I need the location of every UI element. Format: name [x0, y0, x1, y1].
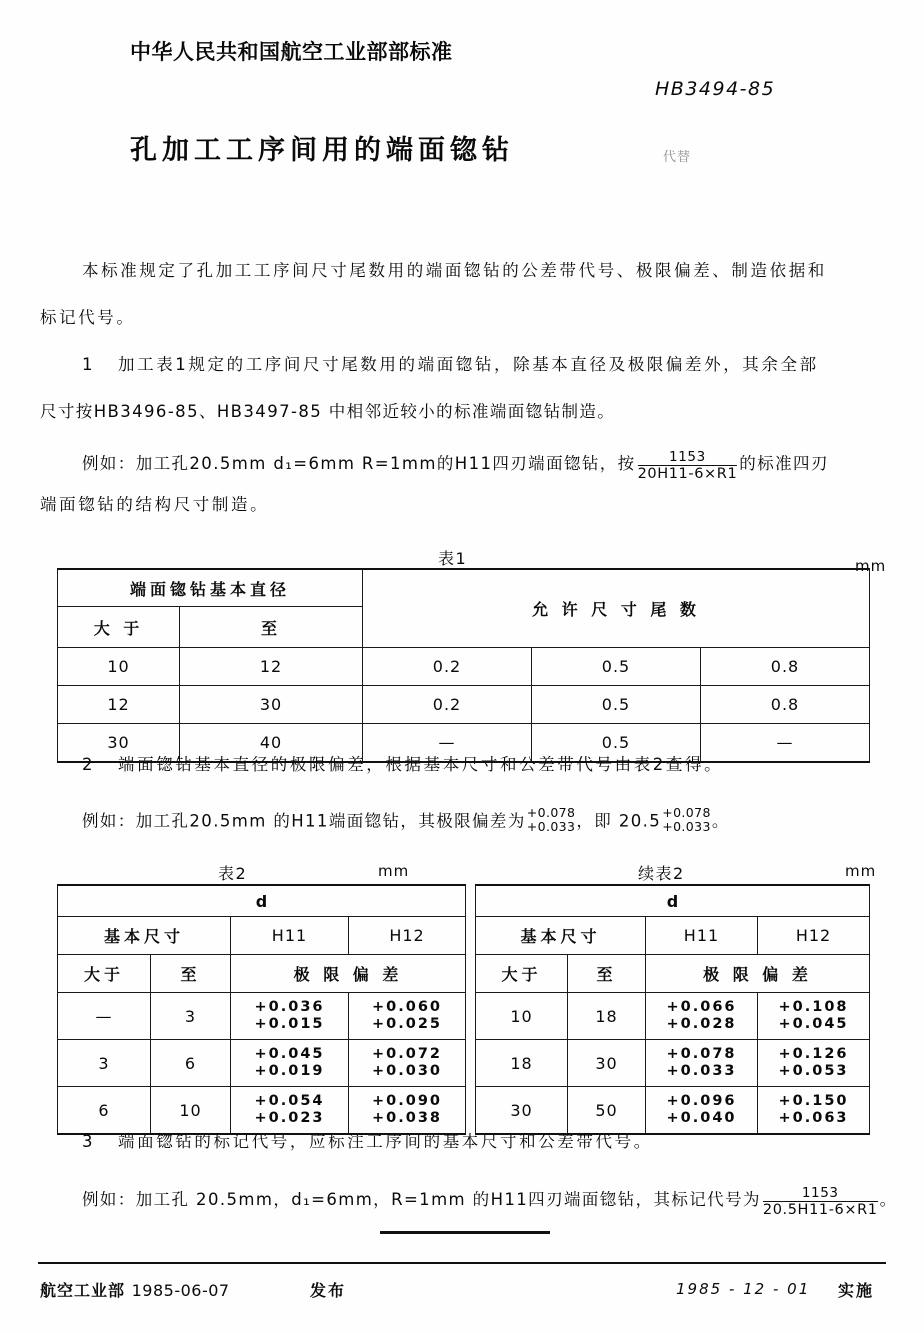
table-2-left-r1-h12-upper: +0.072	[372, 1046, 443, 1063]
clause-1-line-1: 加工表1规定的工序间尺寸尾数用的端面锪钻，除基本直径及极限偏差外，其余全部	[118, 355, 819, 374]
table-1-r1-v3: 0.8	[701, 686, 870, 724]
table-2-left-r0-h12-upper: +0.060	[372, 999, 443, 1016]
table-1-r0-up-to: 12	[180, 648, 363, 686]
clause-1-fraction-denominator: 20H11-6×R1	[637, 466, 738, 483]
table-2-right-r1-up-to: 30	[568, 1040, 646, 1087]
table-2-left-symbol-row	[58, 885, 466, 917]
table-2-right-tol-h12: H12	[758, 917, 870, 955]
table-1-col-up-to: 至	[180, 607, 363, 648]
replaces-label: 代替	[663, 150, 692, 165]
table-2-left-r2-h11-lower: +0.023	[254, 1110, 325, 1126]
table-1-allowed-header: 允 许 尺 寸 尾 数	[363, 569, 870, 648]
table-2-right-r0-h11	[646, 993, 758, 1040]
table-1-r2-v3: —	[701, 724, 870, 763]
clause-1-number: 1	[82, 355, 94, 374]
table-2-left-unit: mm	[378, 862, 410, 880]
footer-issue-date: 1985-06-07	[131, 1281, 230, 1300]
table-2-right-r0-h12-lower: +0.045	[778, 1016, 849, 1032]
table-1-r1-v2: 0.5	[532, 686, 701, 724]
table-2-left-r1-h12	[349, 1040, 466, 1087]
clause-2-example-suffix: 。	[711, 811, 730, 831]
clause-3-number: 3	[82, 1132, 94, 1151]
footer-issuer: 航空工业部	[40, 1281, 126, 1300]
table-1-r1-greater-than: 12	[58, 686, 180, 724]
table-2-left-header-row-2	[58, 955, 466, 993]
document-title: 孔加工工序间用的端面锪钻	[130, 135, 514, 166]
table-2-left-tol-h11: H11	[231, 917, 349, 955]
clause-3-fraction-numerator: 1153	[763, 1186, 878, 1202]
table-2-right-r1-greater-than: 18	[476, 1040, 568, 1087]
table-2-left-r1-greater-than: 3	[58, 1040, 151, 1087]
table-2-left-r0-up-to: 3	[151, 993, 231, 1040]
table-2-left-r2-h12-upper: +0.090	[372, 1093, 443, 1110]
footer-rule	[38, 1262, 886, 1264]
table-row	[58, 686, 870, 724]
table-2-right-r2-up-to: 50	[568, 1087, 646, 1135]
table-row	[476, 993, 870, 1040]
clause-2-tol1-upper: +0.078	[526, 805, 576, 820]
table-2-right-r2-h11-lower: +0.040	[666, 1110, 737, 1126]
table-2-left-r0-greater-than: —	[58, 993, 151, 1040]
table-2-left-header-row-1	[58, 917, 466, 955]
table-1-r0-v3: 0.8	[701, 648, 870, 686]
table-row	[58, 993, 466, 1040]
table-2-right-r2-h11-upper: +0.096	[666, 1093, 737, 1110]
standard-number: HB3494-85	[655, 78, 776, 100]
footer-publish-word: 发布	[310, 1281, 347, 1300]
clause-1-example-suffix: 的标准四刃	[739, 454, 829, 474]
table-1-header-row-1	[58, 569, 870, 607]
table-2-right-r0-h11-upper: +0.066	[666, 999, 737, 1016]
table-2-left-col-greater-than: 大于	[58, 955, 151, 993]
table-2-right-caption: 续表2	[638, 864, 685, 883]
table-2-right-col-greater-than: 大于	[476, 955, 568, 993]
scope-line-2: 标记代号。	[40, 308, 136, 327]
table-2-left-r0-h11-upper: +0.036	[254, 999, 325, 1016]
table-2-left-r0-h11	[231, 993, 349, 1040]
clause-2-tolerance-2	[662, 806, 711, 834]
table-1-group-header: 端面锪钻基本直径	[58, 569, 363, 607]
clause-2-tol1-lower: +0.033	[526, 819, 576, 834]
table-2-left-r2-h11-upper: +0.054	[254, 1093, 325, 1110]
table-1-r0-v2: 0.5	[532, 648, 701, 686]
table-2-right-r1-h11-lower: +0.033	[666, 1063, 737, 1079]
table-2-right-symbol: d	[476, 885, 870, 917]
clause-1-example-line-1	[82, 450, 829, 482]
table-2-right-r1-h11	[646, 1040, 758, 1087]
table-1-r1-up-to: 30	[180, 686, 363, 724]
clause-2-number: 2	[82, 755, 94, 774]
table-2-right-r2-h12-upper: +0.150	[778, 1093, 849, 1110]
table-2-left-r1-h11-lower: +0.019	[254, 1063, 325, 1079]
table-2-left-r2-up-to: 10	[151, 1087, 231, 1135]
table-1-r1-v1: 0.2	[363, 686, 532, 724]
footer-effective-word: 实施	[838, 1281, 875, 1300]
table-2-right-r0-up-to: 18	[568, 993, 646, 1040]
table-2-right	[475, 884, 870, 1135]
clause-2-tolerance-1	[527, 806, 576, 834]
table-2-left-basic-size-header: 基本尺寸	[58, 917, 231, 955]
clause-3-example-line	[82, 1186, 898, 1218]
table-1-col-greater-than: 大 于	[58, 607, 180, 648]
table-row	[476, 1040, 870, 1087]
table-2-left-r2-h11	[231, 1087, 349, 1135]
table-2-left-r0-h11-lower: +0.015	[254, 1016, 325, 1032]
clause-1-example-line-2: 端面锪钻的结构尺寸制造。	[40, 495, 270, 514]
clause-3-line-1: 端面锪钻的标记代号，应标注工序间的基本尺寸和公差带代号。	[118, 1132, 653, 1151]
table-2-left-r1-h12-lower: +0.030	[372, 1063, 443, 1079]
table-1-r2-up-to: 40	[180, 724, 363, 763]
table-1-r2-v2: 0.5	[532, 724, 701, 763]
table-2-right-unit: mm	[845, 862, 877, 880]
table-2-right-deviation-header: 极 限 偏 差	[646, 955, 870, 993]
table-1-r2-greater-than: 30	[58, 724, 180, 763]
footer-short-rule	[380, 1231, 550, 1234]
table-2-right-header-row-1	[476, 917, 870, 955]
clause-1-line-2: 尺寸按HB3496-85、HB3497-85 中相邻近较小的标准端面锪钻制造。	[40, 402, 616, 421]
table-2-right-tol-h11: H11	[646, 917, 758, 955]
table-1-r0-greater-than: 10	[58, 648, 180, 686]
table-2-right-r1-h12-lower: +0.053	[778, 1063, 849, 1079]
clause-2-example-prefix: 例如：加工孔20.5mm 的H11端面锪钻，其极限偏差为	[82, 811, 526, 831]
issuing-organization: 中华人民共和国航空工业部部标准	[130, 40, 453, 64]
clause-2-tol2-upper: +0.078	[662, 805, 711, 820]
clause-2-example-line	[82, 806, 730, 834]
clause-3-example-prefix: 例如：加工孔 20.5mm，d₁=6mm，R=1mm 的H11四刃端面锪钻，其标记代号为	[82, 1190, 761, 1210]
table-2-right-r0-greater-than: 10	[476, 993, 568, 1040]
table-2-left	[57, 884, 466, 1135]
table-2-right-r2-h12	[758, 1087, 870, 1135]
table-row	[58, 1087, 466, 1135]
clause-2-line-1: 端面锪钻基本直径的极限偏差，根据基本尺寸和公差带代号由表2查得。	[118, 755, 724, 774]
table-2-right-r2-h11	[646, 1087, 758, 1135]
table-2-left-r2-h12-lower: +0.038	[372, 1110, 443, 1126]
table-1-caption: 表1	[438, 549, 468, 568]
table-row	[58, 648, 870, 686]
clause-2-example-mid: ，即 20.5	[576, 811, 662, 831]
table-2-left-r1-h11-upper: +0.045	[254, 1046, 325, 1063]
table-2-right-basic-size-header: 基本尺寸	[476, 917, 646, 955]
table-2-right-r0-h12	[758, 993, 870, 1040]
table-2-right-header-row-2	[476, 955, 870, 993]
table-2-left-r0-h12-lower: +0.025	[372, 1016, 443, 1032]
table-row	[58, 1040, 466, 1087]
table-2-right-col-up-to: 至	[568, 955, 646, 993]
footer-issuer-block	[40, 1278, 230, 1301]
table-row	[476, 1087, 870, 1135]
table-2-right-r2-h12-lower: +0.063	[778, 1110, 849, 1126]
table-2-right-r1-h11-upper: +0.078	[666, 1046, 737, 1063]
table-2-left-r1-h11	[231, 1040, 349, 1087]
table-2-left-tol-h12: H12	[349, 917, 466, 955]
table-2-left-col-up-to: 至	[151, 955, 231, 993]
table-2-left-r0-h12	[349, 993, 466, 1040]
footer-effective-date: 1985 - 12 - 01	[676, 1280, 811, 1298]
table-2-left-caption: 表2	[218, 864, 248, 883]
table-2-right-symbol-row	[476, 885, 870, 917]
clause-3-fraction-denominator: 20.5H11-6×R1	[762, 1202, 878, 1219]
table-1-r0-v1: 0.2	[363, 648, 532, 686]
table-2-left-r2-h12	[349, 1087, 466, 1135]
scope-line-1: 本标准规定了孔加工工序间尺寸尾数用的端面锪钻的公差带代号、极限偏差、制造依据和	[82, 261, 827, 280]
clause-3-example-suffix: 。	[879, 1190, 898, 1210]
clause-3-example-fraction	[763, 1186, 878, 1218]
table-1-unit: mm	[855, 557, 887, 575]
table-2-left-symbol: d	[58, 885, 466, 917]
table-2-left-r1-up-to: 6	[151, 1040, 231, 1087]
table-2-right-r0-h12-upper: +0.108	[778, 999, 849, 1016]
clause-1-fraction-numerator: 1153	[638, 450, 738, 466]
table-2-right-r2-greater-than: 30	[476, 1087, 568, 1135]
table-2-left-deviation-header: 极 限 偏 差	[231, 955, 466, 993]
clause-1-example-prefix: 例如：加工孔20.5mm d₁=6mm R=1mm的H11四刃端面锪钻，按	[82, 454, 636, 474]
table-2-right-r0-h11-lower: +0.028	[666, 1016, 737, 1032]
table-2-left-r2-greater-than: 6	[58, 1087, 151, 1135]
clause-1-example-fraction	[638, 450, 738, 482]
table-2-right-r1-h12	[758, 1040, 870, 1087]
table-1	[57, 568, 870, 763]
table-2-right-r1-h12-upper: +0.126	[778, 1046, 849, 1063]
clause-2-tol2-lower: +0.033	[662, 819, 711, 834]
table-1-r2-v1: —	[363, 724, 532, 763]
